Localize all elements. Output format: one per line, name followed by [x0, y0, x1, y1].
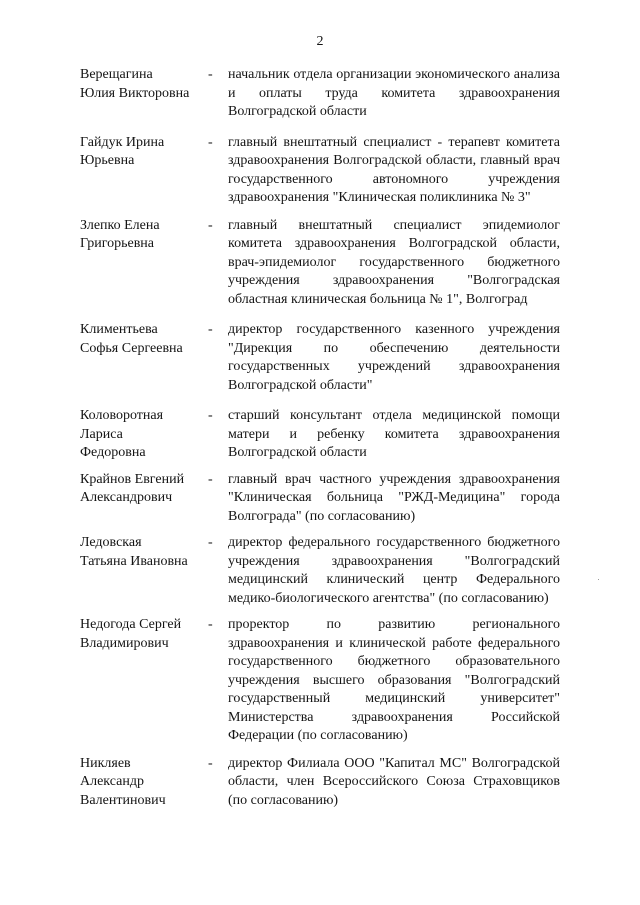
- member-name: Климентьева Софья Сергеевна: [80, 322, 183, 356]
- member-dash: -: [208, 217, 213, 233]
- member-dash: -: [208, 617, 213, 632]
- member-entry: [80, 217, 560, 310]
- scan-speck: [598, 579, 599, 580]
- member-name: Коловоротная Лариса Федоровна: [80, 408, 164, 460]
- member-dash: -: [208, 67, 213, 82]
- member-description: проректор по развитию регионального здравоохранения и клинической работе федерального государственного бюджетного образовательного учреждения высшего образования "Волгоградский государственный медицинский университет" Министерства здравоохранения Российской Федерации (по согласованию): [228, 617, 560, 743]
- member-name: Крайнов Евгений Александрович: [80, 471, 185, 505]
- member-description: директор Филиала ООО "Капитал МС" Волгоградской области, член Всероссийского Союза Страховщиков (по согласованию): [228, 755, 560, 808]
- member-description: старший консультант отдела медицинской помощи матери и ребенку комитета здравоохранения Волгоградской области: [228, 408, 560, 460]
- member-description: директор федерального государственного бюджетного учреждения здравоохранения "Волгоградский медицинский клинический центр Федерального медико-биологического агентства" (по согласованию): [228, 535, 560, 606]
- member-dash: -: [208, 134, 213, 150]
- member-entry: [80, 616, 560, 746]
- member-name: Гайдук Ирина Юрьевна: [80, 134, 165, 168]
- member-name: Никляев Александр Валентинович: [80, 755, 166, 808]
- member-description: главный врач частного учреждения здравоохранения "Клиническая больница "РЖД-Медицина" города Волгограда" (по согласованию): [228, 471, 560, 524]
- member-dash: -: [208, 322, 213, 337]
- member-name: Недогода Сергей Владимирович: [80, 617, 182, 651]
- member-entry: [80, 66, 560, 122]
- member-description: начальник отдела организации экономического анализа и оплаты труда комитета здравоохранения Волгоградской области: [228, 67, 560, 119]
- member-description: главный внештатный специалист эпидемиолог комитета здравоохранения Волгоградской области, врач-эпидемиолог государственного бюджетного учреждения здравоохранения "Волгоградская областная клиническая больница № 1", Волгоград: [228, 217, 560, 307]
- member-entry: [80, 755, 560, 811]
- member-name: Злепко Елена Григорьевна: [80, 217, 160, 251]
- member-dash: -: [208, 408, 213, 423]
- member-dash: -: [208, 471, 213, 487]
- member-name: Ледовская Татьяна Ивановна: [80, 535, 188, 569]
- member-entry: [80, 321, 560, 395]
- member-entry: [80, 534, 560, 608]
- member-dash: -: [208, 755, 213, 771]
- member-entry: [80, 134, 560, 208]
- member-description: директор государственного казенного учреждения "Дирекция по обеспечению деятельности государственных учреждений здравоохранения Волгоградской области": [228, 322, 560, 393]
- page-number: 2: [316, 34, 324, 49]
- member-description: главный внештатный специалист - терапевт комитета здравоохранения Волгоградской области, главный врач государственного автономного учреждения здравоохранения "Клиническая поликлиника № 3": [228, 134, 560, 205]
- member-entry: [80, 471, 560, 527]
- member-name: Верещагина Юлия Викторовна: [80, 67, 190, 101]
- member-list: [80, 66, 560, 810]
- member-dash: -: [208, 535, 213, 550]
- member-entry: [80, 407, 560, 463]
